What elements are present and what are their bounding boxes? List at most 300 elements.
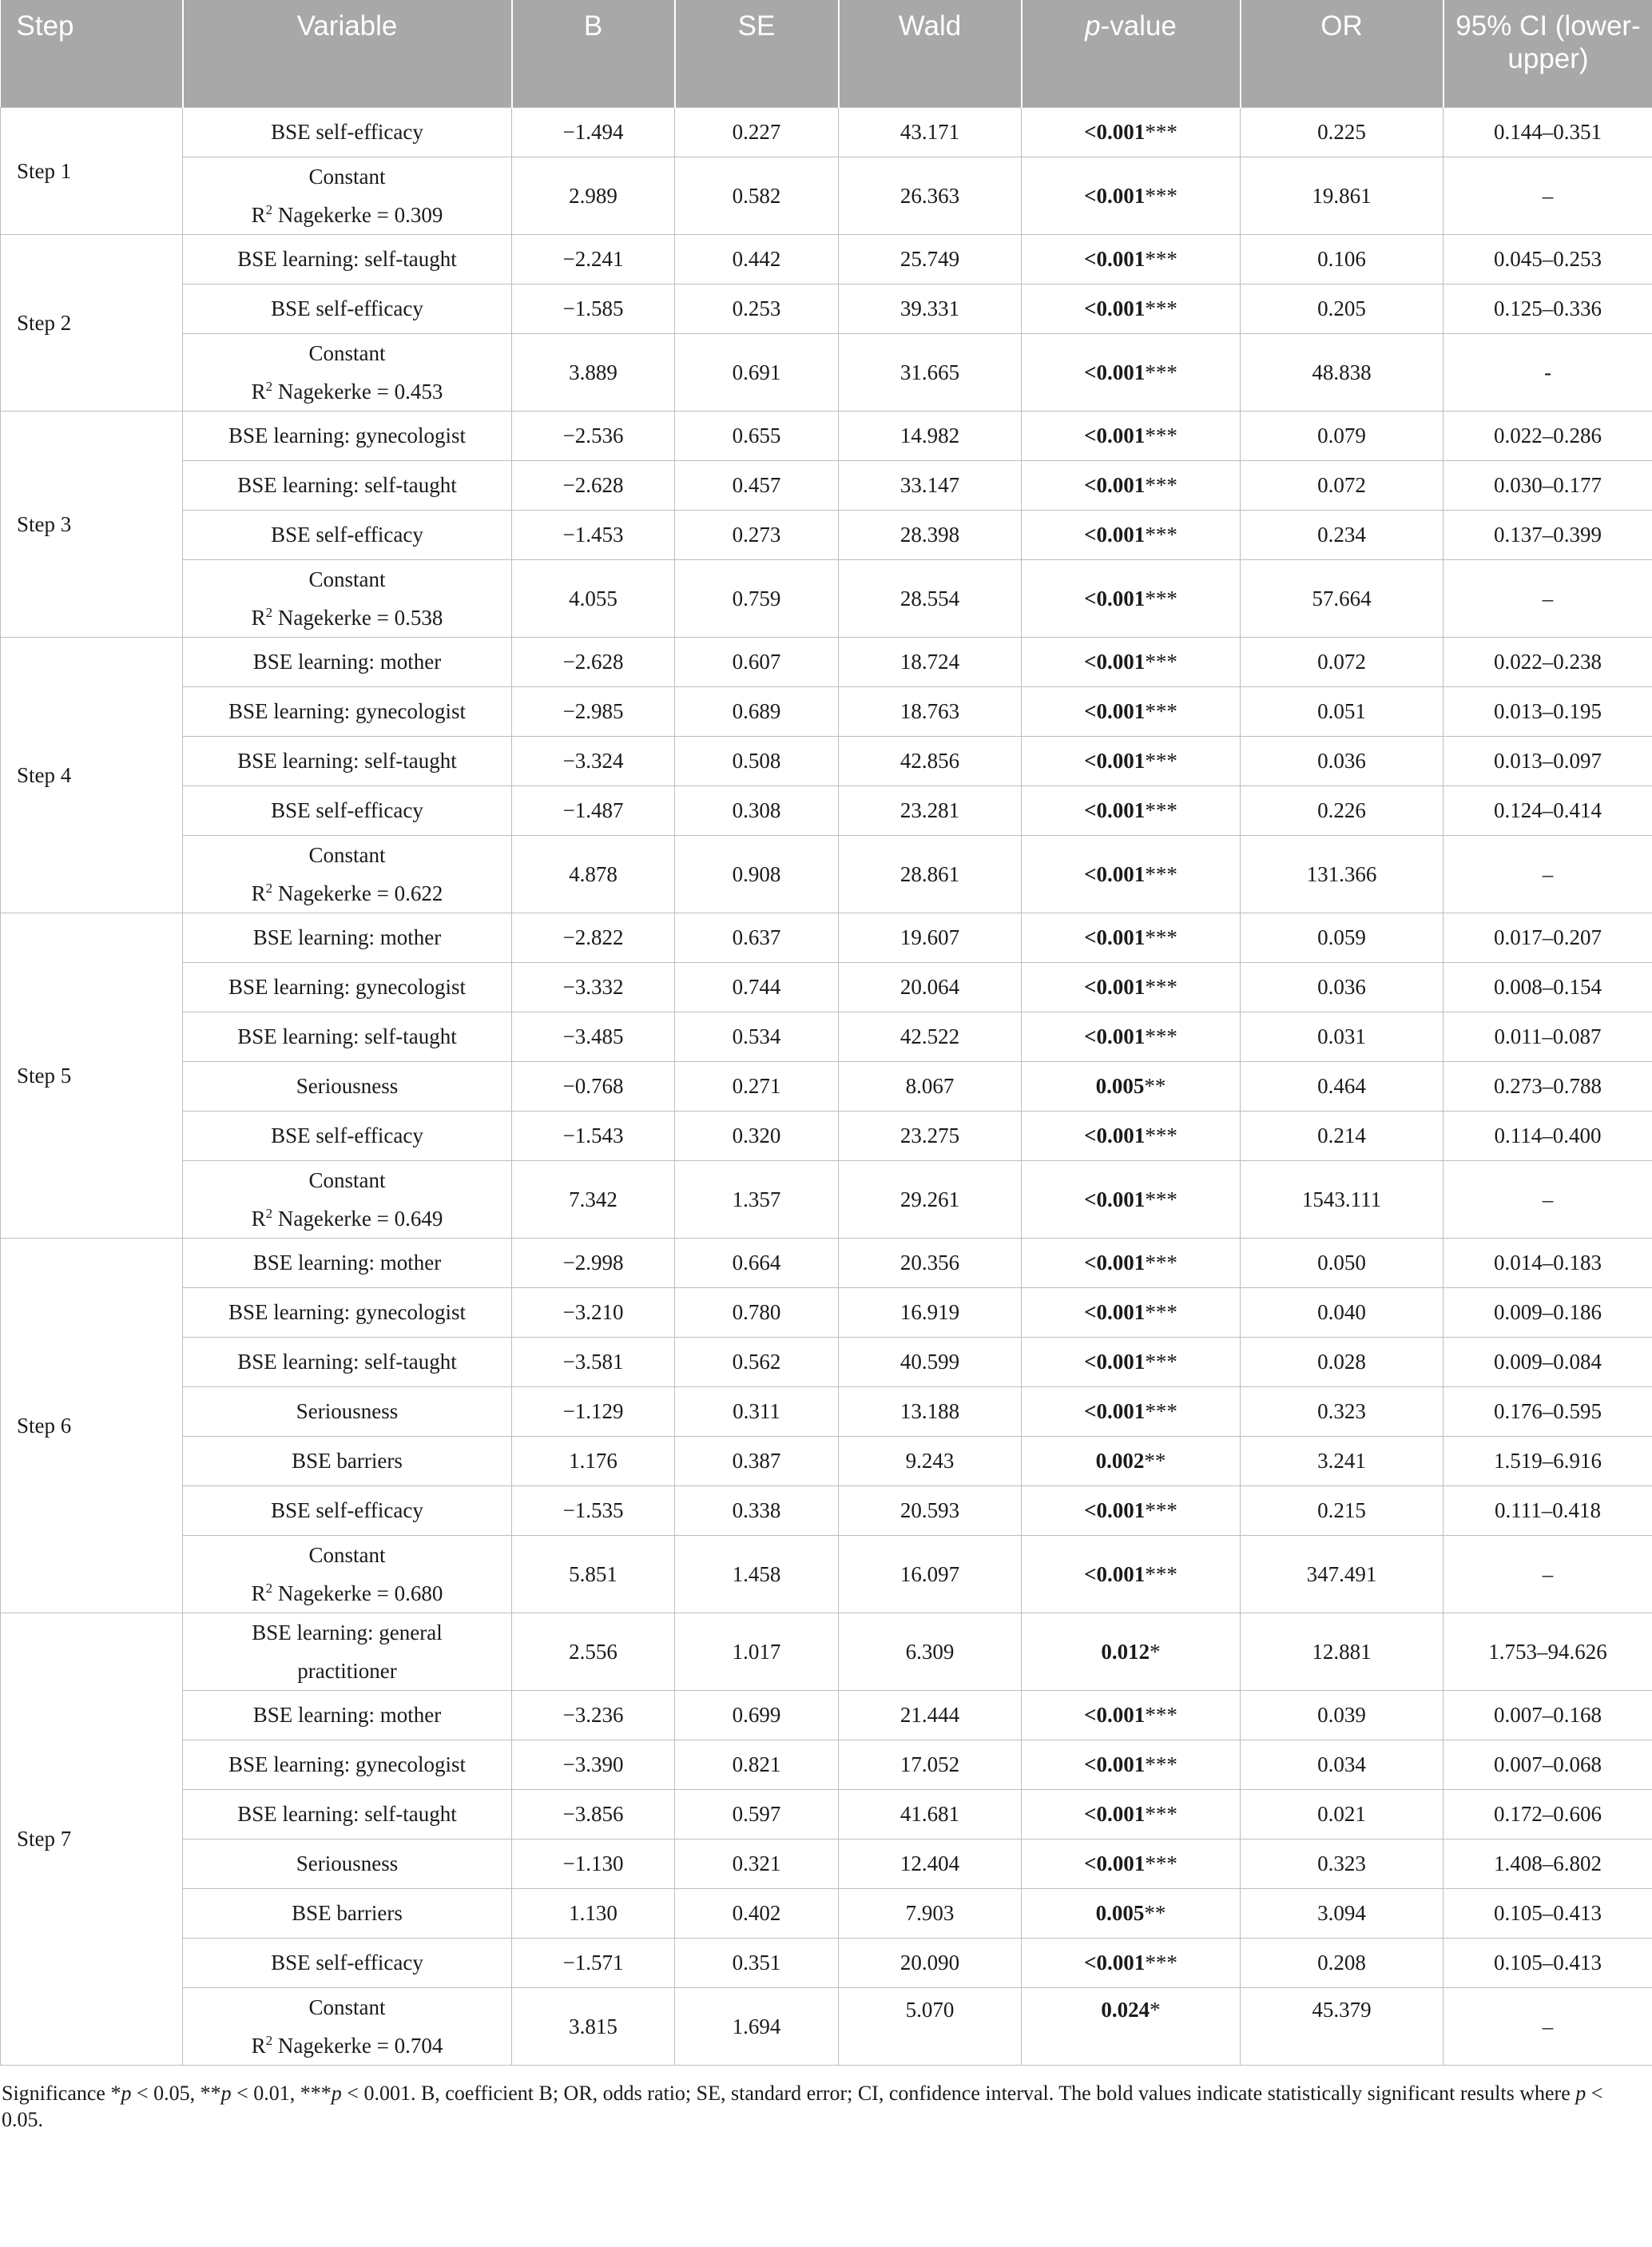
p-value: <0.001	[1084, 1752, 1146, 1776]
p-value: 0.002	[1095, 1449, 1145, 1473]
p-value: <0.001	[1084, 247, 1146, 271]
b-cell: −0.768	[512, 1061, 675, 1111]
table-body	[1, 107, 1652, 2065]
wald-cell: 23.275	[839, 1111, 1022, 1160]
or-cell: 347.491	[1241, 1535, 1444, 1613]
table-row	[1, 333, 1652, 411]
or-cell: 0.079	[1241, 411, 1444, 460]
p-value-cell	[1022, 234, 1241, 284]
ci-cell: –	[1444, 1987, 1652, 2065]
se-cell: 0.908	[675, 835, 839, 913]
wald-cell: 18.724	[839, 637, 1022, 686]
p-value-cell	[1022, 1160, 1241, 1238]
variable-cell	[183, 785, 512, 835]
variable-name: Seriousness	[296, 1074, 399, 1098]
variable-cell	[183, 1238, 512, 1287]
p-value-cell	[1022, 1613, 1241, 1690]
step-label: Step 6	[1, 1238, 183, 1613]
variable-cell	[183, 637, 512, 686]
p-value: <0.001	[1084, 1561, 1146, 1586]
wald-cell: 9.243	[839, 1436, 1022, 1485]
header-variable: Variable	[183, 0, 512, 107]
p-value-cell	[1022, 1386, 1241, 1436]
b-cell: −1.129	[512, 1386, 675, 1436]
table-row	[1, 1287, 1652, 1337]
wald-cell: 20.593	[839, 1485, 1022, 1535]
p-value-cell	[1022, 333, 1241, 411]
or-cell: 0.208	[1241, 1938, 1444, 1987]
or-cell: 0.205	[1241, 284, 1444, 333]
ci-cell: –	[1444, 1535, 1652, 1613]
wald-cell: 21.444	[839, 1690, 1022, 1740]
p-value-cell	[1022, 1238, 1241, 1287]
wald-cell: 18.763	[839, 686, 1022, 736]
variable-name: BSE self-efficacy	[271, 523, 423, 547]
variable-name: Constant	[308, 1994, 386, 2019]
se-cell: 0.821	[675, 1740, 839, 1789]
se-cell: 0.582	[675, 157, 839, 234]
p-value-cell	[1022, 736, 1241, 785]
variable-cell	[183, 1111, 512, 1160]
variable-cell	[183, 1740, 512, 1789]
se-cell: 0.744	[675, 962, 839, 1012]
b-cell: −1.494	[512, 107, 675, 157]
significance-stars: ***	[1145, 1802, 1177, 1826]
p-value: <0.001	[1084, 749, 1146, 773]
or-cell: 131.366	[1241, 835, 1444, 913]
p-value-cell	[1022, 637, 1241, 686]
p-value-cell	[1022, 1888, 1241, 1938]
step-label: Step 7	[1, 1613, 183, 2065]
variable-name: Seriousness	[296, 1851, 399, 1875]
significance-stars: ***	[1145, 586, 1177, 610]
or-cell: 1543.111	[1241, 1160, 1444, 1238]
p-value: <0.001	[1084, 861, 1146, 886]
se-cell: 0.534	[675, 1012, 839, 1061]
wald-cell: 12.404	[839, 1839, 1022, 1888]
p-value: 0.024	[1101, 1997, 1150, 2022]
b-cell: 2.556	[512, 1613, 675, 1690]
significance-stars: ***	[1145, 861, 1177, 886]
significance-stars: ***	[1145, 1851, 1177, 1875]
wald-cell: 26.363	[839, 157, 1022, 234]
variable-name: BSE learning: gynecologist	[228, 1300, 466, 1324]
ci-cell: 0.114–0.400	[1444, 1111, 1652, 1160]
table-row	[1, 1386, 1652, 1436]
se-cell: 0.402	[675, 1888, 839, 1938]
variable-cell	[183, 1535, 512, 1613]
b-cell: 4.055	[512, 559, 675, 637]
p-value-cell	[1022, 1987, 1241, 2065]
table-row	[1, 284, 1652, 333]
p-value-cell	[1022, 1337, 1241, 1386]
variable-name: BSE self-efficacy	[271, 120, 423, 144]
se-cell: 0.273	[675, 510, 839, 559]
variable-subline: practitioner	[297, 1658, 397, 1683]
header-wald: Wald	[839, 0, 1022, 107]
se-cell: 0.607	[675, 637, 839, 686]
variable-name: BSE learning: self-taught	[237, 247, 457, 271]
variable-cell	[183, 1287, 512, 1337]
variable-name: BSE barriers	[292, 1901, 403, 1925]
wald-cell: 42.856	[839, 736, 1022, 785]
or-cell: 0.034	[1241, 1740, 1444, 1789]
b-cell: 1.130	[512, 1888, 675, 1938]
wald-cell: 40.599	[839, 1337, 1022, 1386]
or-cell: 0.036	[1241, 962, 1444, 1012]
p-value: <0.001	[1084, 424, 1146, 447]
se-cell: 0.311	[675, 1386, 839, 1436]
se-cell: 0.664	[675, 1238, 839, 1287]
wald-cell: 17.052	[839, 1740, 1022, 1789]
ci-cell: 0.009–0.084	[1444, 1337, 1652, 1386]
header-or: OR	[1241, 0, 1444, 107]
table-row	[1, 510, 1652, 559]
table-row	[1, 1485, 1652, 1535]
or-cell: 0.050	[1241, 1238, 1444, 1287]
b-cell: −1.487	[512, 785, 675, 835]
table-row	[1, 1789, 1652, 1839]
significance-stars: ***	[1145, 975, 1177, 999]
wald-cell: 25.749	[839, 234, 1022, 284]
or-cell: 0.226	[1241, 785, 1444, 835]
ci-cell: 0.125–0.336	[1444, 284, 1652, 333]
table-row	[1, 1337, 1652, 1386]
variable-cell	[183, 107, 512, 157]
variable-name: BSE learning: self-taught	[237, 473, 457, 497]
se-cell: 1.694	[675, 1987, 839, 2065]
ci-cell: -	[1444, 333, 1652, 411]
b-cell: −2.628	[512, 637, 675, 686]
or-cell: 3.094	[1241, 1888, 1444, 1938]
variable-subline: $R^2$ Nagekerke = 0.680	[251, 1580, 443, 1605]
or-cell: 48.838	[1241, 333, 1444, 411]
step-label: Step 2	[1, 234, 183, 411]
header-b: B	[512, 0, 675, 107]
or-cell: 0.059	[1241, 913, 1444, 962]
se-cell: 0.271	[675, 1061, 839, 1111]
p-value: <0.001	[1084, 925, 1146, 949]
variable-subline: $R^2$ Nagekerke = 0.538	[251, 604, 443, 630]
b-cell: 3.889	[512, 333, 675, 411]
variable-subline: $R^2$ Nagekerke = 0.704	[251, 2032, 443, 2058]
variable-cell	[183, 835, 512, 913]
p-value-cell	[1022, 686, 1241, 736]
table-row	[1, 1690, 1652, 1740]
b-cell: −3.332	[512, 962, 675, 1012]
significance-stars: **	[1144, 1449, 1166, 1473]
or-cell: 0.040	[1241, 1287, 1444, 1337]
or-cell: 0.028	[1241, 1337, 1444, 1386]
table-row	[1, 234, 1652, 284]
p-value: <0.001	[1084, 1124, 1146, 1147]
ci-cell: –	[1444, 559, 1652, 637]
se-cell: 0.442	[675, 234, 839, 284]
se-cell: 0.227	[675, 107, 839, 157]
step-label: Step 4	[1, 637, 183, 913]
variable-name: BSE learning: mother	[252, 1703, 442, 1727]
b-cell: −2.998	[512, 1238, 675, 1287]
ci-cell: 0.030–0.177	[1444, 460, 1652, 510]
variable-name: BSE learning: self-taught	[237, 1024, 457, 1048]
significance-stars: ***	[1145, 749, 1177, 773]
b-cell: 7.342	[512, 1160, 675, 1238]
wald-cell: 39.331	[839, 284, 1022, 333]
ci-cell: 0.022–0.238	[1444, 637, 1652, 686]
se-cell: 0.655	[675, 411, 839, 460]
se-cell: 0.597	[675, 1789, 839, 1839]
variable-cell	[183, 559, 512, 637]
variable-cell	[183, 686, 512, 736]
variable-cell	[183, 1613, 512, 1690]
variable-subline: $R^2$ Nagekerke = 0.649	[251, 1205, 443, 1231]
wald-cell: 29.261	[839, 1160, 1022, 1238]
p-value-cell	[1022, 157, 1241, 234]
p-value: <0.001	[1084, 1951, 1146, 1975]
se-cell: 0.320	[675, 1111, 839, 1160]
p-value: <0.001	[1084, 1300, 1146, 1324]
wald-cell: 5.070	[839, 1987, 1022, 2065]
p-value: <0.001	[1084, 1802, 1146, 1826]
b-cell: −2.822	[512, 913, 675, 962]
variable-cell	[183, 1789, 512, 1839]
p-value: <0.001	[1084, 798, 1146, 822]
se-cell: 0.308	[675, 785, 839, 835]
b-cell: −3.581	[512, 1337, 675, 1386]
or-cell: 0.021	[1241, 1789, 1444, 1839]
b-cell: −1.585	[512, 284, 675, 333]
step-label: Step 5	[1, 913, 183, 1238]
table-row	[1, 1535, 1652, 1613]
wald-cell: 7.903	[839, 1888, 1022, 1938]
variable-cell	[183, 736, 512, 785]
variable-name: Constant	[308, 1167, 386, 1192]
se-cell: 0.637	[675, 913, 839, 962]
significance-stars: ***	[1145, 1350, 1177, 1374]
table-row	[1, 637, 1652, 686]
significance-stars: *	[1150, 1639, 1161, 1664]
variable-name: BSE learning: gynecologist	[228, 975, 466, 999]
wald-cell: 43.171	[839, 107, 1022, 157]
p-value-cell	[1022, 1740, 1241, 1789]
variable-name: BSE learning: gynecologist	[228, 699, 466, 723]
se-cell: 0.508	[675, 736, 839, 785]
variable-cell	[183, 157, 512, 234]
p-value: <0.001	[1084, 523, 1146, 547]
se-cell: 1.357	[675, 1160, 839, 1238]
wald-cell: 41.681	[839, 1789, 1022, 1839]
table-row	[1, 411, 1652, 460]
significance-stars: ***	[1145, 1124, 1177, 1147]
variable-subline: $R^2$ Nagekerke = 0.622	[251, 880, 443, 905]
significance-stars: ***	[1145, 1752, 1177, 1776]
or-cell: 0.051	[1241, 686, 1444, 736]
variable-cell	[183, 510, 512, 559]
wald-cell: 19.607	[839, 913, 1022, 962]
table-row	[1, 1061, 1652, 1111]
p-value: <0.001	[1084, 1399, 1146, 1423]
variable-cell	[183, 962, 512, 1012]
ci-cell: 0.022–0.286	[1444, 411, 1652, 460]
p-value: 0.005	[1095, 1901, 1145, 1925]
table-row	[1, 460, 1652, 510]
variable-cell	[183, 1337, 512, 1386]
ci-cell: 0.009–0.186	[1444, 1287, 1652, 1337]
ci-cell: 1.753–94.626	[1444, 1613, 1652, 1690]
or-cell: 0.072	[1241, 637, 1444, 686]
variable-name: Constant	[308, 164, 386, 189]
or-cell: 0.323	[1241, 1386, 1444, 1436]
significance-stars: ***	[1145, 296, 1177, 320]
se-cell: 0.387	[675, 1436, 839, 1485]
wald-cell: 14.982	[839, 411, 1022, 460]
se-cell: 1.458	[675, 1535, 839, 1613]
variable-cell	[183, 913, 512, 962]
variable-name: Constant	[308, 567, 386, 591]
b-cell: 5.851	[512, 1535, 675, 1613]
variable-name: BSE learning: general	[252, 1620, 443, 1644]
variable-name: Seriousness	[296, 1399, 399, 1423]
b-cell: 4.878	[512, 835, 675, 913]
se-cell: 0.457	[675, 460, 839, 510]
significance-stars: ***	[1145, 1703, 1177, 1727]
variable-name: Constant	[308, 1542, 386, 1567]
variable-subline: $R^2$ Nagekerke = 0.309	[251, 201, 443, 227]
variable-name: BSE learning: gynecologist	[228, 1752, 466, 1776]
ci-cell: 0.013–0.097	[1444, 736, 1652, 785]
variable-cell	[183, 1938, 512, 1987]
table-row	[1, 157, 1652, 234]
p-value: <0.001	[1084, 586, 1146, 610]
table-row	[1, 559, 1652, 637]
or-cell: 12.881	[1241, 1613, 1444, 1690]
wald-cell: 28.861	[839, 835, 1022, 913]
significance-stars: ***	[1145, 1251, 1177, 1275]
header-row	[1, 0, 1652, 107]
wald-cell: 20.064	[839, 962, 1022, 1012]
step-label: Step 1	[1, 107, 183, 234]
p-value-cell	[1022, 1789, 1241, 1839]
step-label: Step 3	[1, 411, 183, 637]
or-cell: 0.214	[1241, 1111, 1444, 1160]
ci-cell: 0.176–0.595	[1444, 1386, 1652, 1436]
wald-cell: 8.067	[839, 1061, 1022, 1111]
b-cell: −3.324	[512, 736, 675, 785]
ci-cell: 0.137–0.399	[1444, 510, 1652, 559]
significance-stars: ***	[1145, 798, 1177, 822]
variable-cell	[183, 284, 512, 333]
b-cell: −3.485	[512, 1012, 675, 1061]
variable-name: BSE self-efficacy	[271, 296, 423, 320]
variable-name: BSE learning: mother	[252, 650, 442, 674]
variable-name: BSE self-efficacy	[271, 798, 423, 822]
p-value: <0.001	[1084, 296, 1146, 320]
variable-cell	[183, 1690, 512, 1740]
significance-stars: ***	[1145, 424, 1177, 447]
wald-cell: 20.356	[839, 1238, 1022, 1287]
variable-name: BSE self-efficacy	[271, 1498, 423, 1522]
ci-cell: 0.105–0.413	[1444, 1938, 1652, 1987]
variable-name: BSE learning: self-taught	[237, 1350, 457, 1374]
ci-cell: 0.045–0.253	[1444, 234, 1652, 284]
b-cell: 1.176	[512, 1436, 675, 1485]
table-row	[1, 1740, 1652, 1789]
se-cell: 0.780	[675, 1287, 839, 1337]
p-value-cell	[1022, 559, 1241, 637]
b-cell: −1.453	[512, 510, 675, 559]
variable-name: BSE learning: self-taught	[237, 1802, 457, 1826]
variable-name: BSE self-efficacy	[271, 1124, 423, 1147]
ci-cell: 0.124–0.414	[1444, 785, 1652, 835]
variable-cell	[183, 1160, 512, 1238]
variable-name: Constant	[308, 842, 386, 867]
table-row	[1, 785, 1652, 835]
significance-stars: ***	[1145, 1561, 1177, 1586]
wald-cell: 31.665	[839, 333, 1022, 411]
table-row	[1, 686, 1652, 736]
table-row	[1, 835, 1652, 913]
ci-cell: 0.007–0.168	[1444, 1690, 1652, 1740]
significance-stars: ***	[1145, 523, 1177, 547]
variable-name: BSE learning: mother	[252, 925, 442, 949]
significance-stars: ***	[1145, 699, 1177, 723]
significance-stars: ***	[1145, 473, 1177, 497]
b-cell: −3.856	[512, 1789, 675, 1839]
table-row	[1, 1938, 1652, 1987]
ci-cell: 1.408–6.802	[1444, 1839, 1652, 1888]
b-cell: −1.130	[512, 1839, 675, 1888]
or-cell: 0.234	[1241, 510, 1444, 559]
ci-cell: 0.144–0.351	[1444, 107, 1652, 157]
significance-stars: *	[1150, 1997, 1161, 2022]
ci-cell: 1.519–6.916	[1444, 1436, 1652, 1485]
or-cell: 0.215	[1241, 1485, 1444, 1535]
or-cell: 19.861	[1241, 157, 1444, 234]
significance-stars: ***	[1145, 650, 1177, 674]
significance-stars: ***	[1145, 925, 1177, 949]
b-cell: −2.241	[512, 234, 675, 284]
variable-cell	[183, 1888, 512, 1938]
se-cell: 0.253	[675, 284, 839, 333]
p-value-cell	[1022, 1436, 1241, 1485]
se-cell: 0.759	[675, 559, 839, 637]
p-value-cell	[1022, 1535, 1241, 1613]
table-row	[1, 962, 1652, 1012]
ci-cell: 0.017–0.207	[1444, 913, 1652, 962]
b-cell: −1.535	[512, 1485, 675, 1535]
wald-cell: 6.309	[839, 1613, 1022, 1690]
or-cell: 0.031	[1241, 1012, 1444, 1061]
significance-stars: ***	[1145, 120, 1177, 144]
p-value: <0.001	[1084, 650, 1146, 674]
header-p-value	[1022, 0, 1241, 107]
significance-stars: ***	[1145, 1498, 1177, 1522]
variable-name: BSE barriers	[292, 1449, 403, 1473]
p-value: <0.001	[1084, 975, 1146, 999]
p-value-cell	[1022, 1287, 1241, 1337]
p-value-cell	[1022, 785, 1241, 835]
b-cell: −2.628	[512, 460, 675, 510]
se-cell: 1.017	[675, 1613, 839, 1690]
table-row	[1, 913, 1652, 962]
p-value-cell	[1022, 411, 1241, 460]
p-value-cell	[1022, 510, 1241, 559]
p-value: <0.001	[1084, 360, 1146, 384]
table-row	[1, 1012, 1652, 1061]
significance-stars: ***	[1145, 247, 1177, 271]
significance-stars: **	[1144, 1901, 1166, 1925]
wald-cell: 20.090	[839, 1938, 1022, 1987]
